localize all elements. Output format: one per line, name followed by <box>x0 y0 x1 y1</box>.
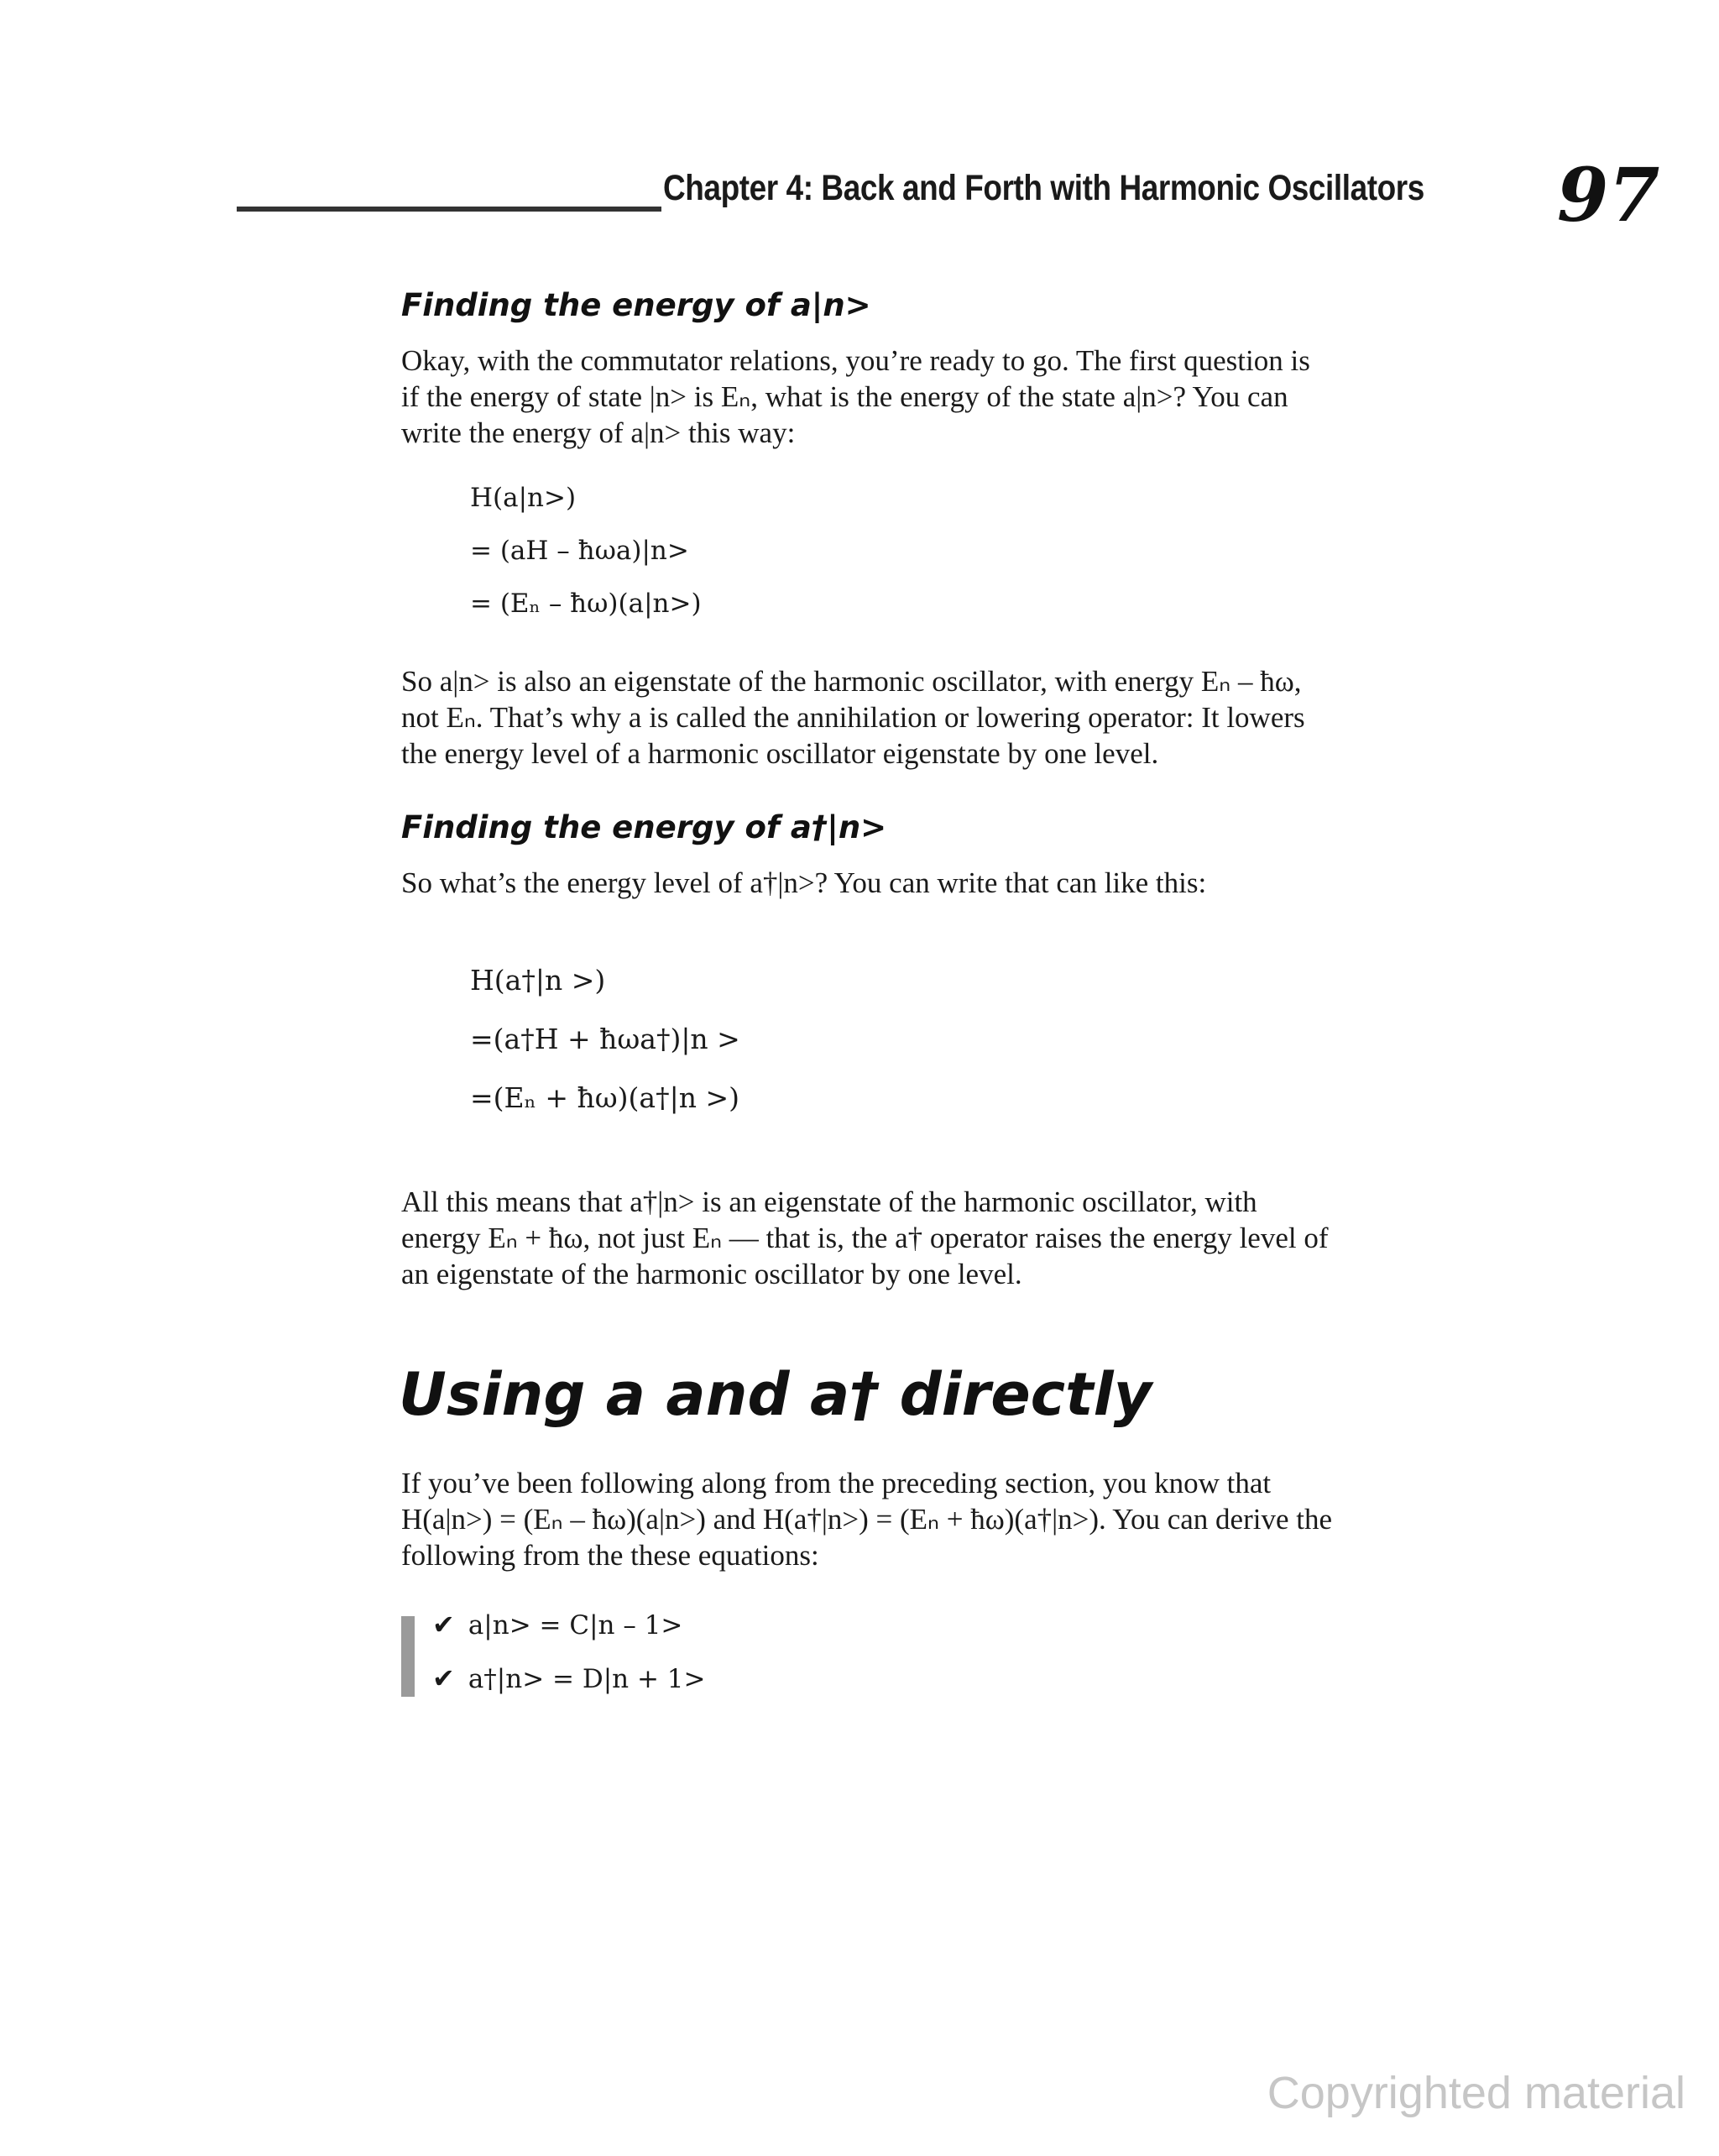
bullet-item <box>432 1662 706 1694</box>
paragraph-raising-explanation <box>401 1184 1509 1292</box>
equation-line: H(a|n>) <box>470 483 577 513</box>
text-line: If you’ve been following along from the preceding section, you know that <box>401 1467 1272 1499</box>
equation-line: = (Eₙ – ħω)(a|n>) <box>470 589 702 619</box>
bullet-list-bar <box>401 1616 415 1697</box>
equation-line: H(a†|n >) <box>470 964 606 997</box>
text-line: the energy level of a harmonic oscillator eigenstate by one level. <box>401 737 1159 770</box>
text-line: So a|n> is also an eigenstate of the harmonic oscillator, with energy Eₙ – ħω, <box>401 665 1302 698</box>
header-rule <box>237 207 661 212</box>
checkmark-icon: ✔ <box>432 1662 455 1694</box>
text-line: So what’s the energy level of a†|n>? You can write that can like this: <box>401 866 1207 899</box>
section-heading: Using a and a† directly <box>399 1360 1152 1429</box>
page-number: 97 <box>1557 151 1660 238</box>
equation-block-raising <box>470 964 740 1140</box>
running-head: Chapter 4: Back and Forth with Harmonic Oscillators <box>663 168 1424 208</box>
equation-line: = (aH – ħωa)|n> <box>470 536 689 566</box>
checkmark-icon: ✔ <box>432 1609 455 1641</box>
text-line: H(a|n>) = (Eₙ – ħω)(a|n>) and H(a†|n>) = (Eₙ + ħω)(a†|n>). You can derive the <box>401 1503 1333 1536</box>
text-line: not Eₙ. That’s why a is called the annihilation or lowering operator: It lowers <box>401 701 1305 734</box>
text-line: Okay, with the commutator relations, you’re ready to go. The first question is <box>401 344 1310 377</box>
paragraph-derive <box>401 1465 1509 1573</box>
text-line: energy Eₙ + ħω, not just Eₙ — that is, the a† operator raises the energy level of <box>401 1222 1329 1254</box>
text-line: if the energy of state |n> is Eₙ, what is the energy of the state a|n>? You can <box>401 380 1288 413</box>
text-line: an eigenstate of the harmonic oscillator by one level. <box>401 1258 1022 1290</box>
equation-line: =(Eₙ + ħω)(a†|n >) <box>470 1081 739 1114</box>
bullet-item <box>432 1609 682 1641</box>
paragraph-raising-intro <box>401 865 1509 901</box>
subheading-energy-of-a-n: Finding the energy of a|n> <box>401 287 871 323</box>
watermark: Copyrighted material <box>1267 2068 1685 2118</box>
paragraph-intro <box>401 343 1509 451</box>
text-line: write the energy of a|n> this way: <box>401 416 796 449</box>
bullet-text: a†|n> = D|n + 1> <box>468 1664 706 1694</box>
bullet-text: a|n> = C|n – 1> <box>468 1610 683 1641</box>
paragraph-lowering-explanation <box>401 663 1509 772</box>
text-line: All this means that a†|n> is an eigenstate of the harmonic oscillator, with <box>401 1185 1257 1218</box>
equation-block-lowering <box>470 483 702 641</box>
text-line: following from the these equations: <box>401 1539 819 1572</box>
subheading-energy-of-adagger-n: Finding the energy of a†|n> <box>401 809 887 845</box>
equation-line: =(a†H + ħωa†)|n > <box>470 1023 740 1055</box>
